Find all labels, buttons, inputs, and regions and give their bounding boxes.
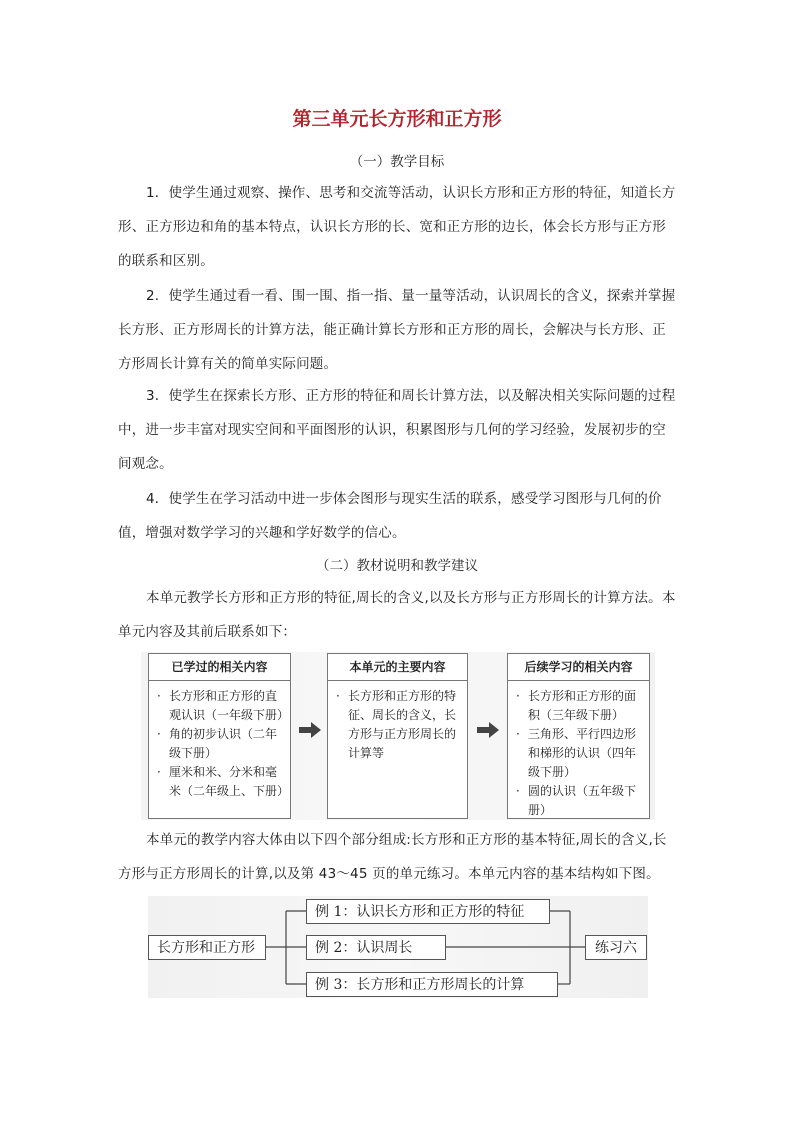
list-item: · 长方形和正方形的特征、周长的含义，长方形与正方形周长的计算等: [336, 687, 461, 763]
page-title: 第三单元长方形和正方形: [292, 108, 502, 130]
unit-structure-diagram: [148, 896, 648, 998]
goal-paragraph-1: 1．使学生通过观察、操作、思考和交流等活动，认识长方形和正方形的特征，知道长方形、正方形边和角的基本特点，认识长方形的长、宽和正方形的边长，体会长方形与正方形的联系和区别。: [118, 185, 676, 269]
structure-example-1: 例 1：认识长方形和正方形的特征: [306, 899, 550, 924]
list-item: · 三角形、平行四边形和梯形的认识（四年级下册）: [516, 725, 643, 782]
list-item: · 角的初步认识（二年级下册）: [157, 725, 284, 763]
current-content-list: [328, 681, 467, 763]
list-item: · 长方形和正方形的面积（三年级下册）: [516, 687, 643, 725]
arrow-right-icon: [477, 720, 499, 740]
future-content-list: [508, 681, 649, 820]
prior-content-box: [148, 653, 291, 819]
intro-paragraph: 本单元教学长方形和正方形的特征,周长的含义,以及长方形与正方形周长的计算方法。本单元内容及其前后联系如下：: [118, 590, 676, 640]
list-item: · 厘米和米、分米和毫米（二年级上、下册）: [157, 763, 284, 801]
prior-content-list: [149, 681, 290, 801]
future-content-header: 后续学习的相关内容: [508, 654, 649, 681]
current-content-box: [327, 653, 468, 819]
current-content-header: 本单元的主要内容: [328, 654, 467, 681]
goal-paragraph-4: 4．使学生在学习活动中进一步体会图形与现实生活的联系，感受学习图形与几何的价值，增强对数学学习的兴趣和学好数学的信心。: [118, 491, 662, 541]
section-heading-goals: （一）教学目标: [349, 154, 445, 170]
structure-example-3: 例 3：长方形和正方形周长的计算: [306, 972, 558, 997]
goal-paragraph-2: 2．使学生通过看一看、围一围、指一指、量一量等活动，认识周长的含义，探索并掌握长方形、正方形周长的计算方法，能正确计算长方形和正方形的周长，会解决与长方形、正方形周长计算有关的简单实际问题。: [118, 288, 676, 372]
structure-practice-node: 练习六: [585, 935, 647, 960]
goal-paragraph-3: 3．使学生在探索长方形、正方形的特征和周长计算方法，以及解决相关实际问题的过程中，进一步丰富对现实空间和平面图形的认识，积累图形与几何的学习经验，发展初步的空间观念。: [118, 388, 676, 472]
prior-content-header: 已学过的相关内容: [149, 654, 290, 681]
section-heading-materials: （二）教材说明和教学建议: [316, 558, 478, 574]
structure-intro-paragraph: 本单元的教学内容大体由以下四个部分组成:长方形和正方形的基本特征,周长的含义,长方形与正方形周长的计算,以及第 43～45 页的单元练习。本单元内容的基本结构如下图。: [118, 832, 667, 882]
list-item: · 长方形和正方形的直观认识（一年级下册）: [157, 687, 284, 725]
list-item: · 圆的认识（五年级下册）: [516, 782, 643, 820]
structure-root-node: 长方形和正方形: [148, 935, 266, 960]
arrow-right-icon: [299, 720, 321, 740]
future-content-box: [507, 653, 650, 819]
structure-example-2: 例 2：认识周长: [306, 935, 446, 960]
content-relation-diagram: [141, 652, 655, 820]
